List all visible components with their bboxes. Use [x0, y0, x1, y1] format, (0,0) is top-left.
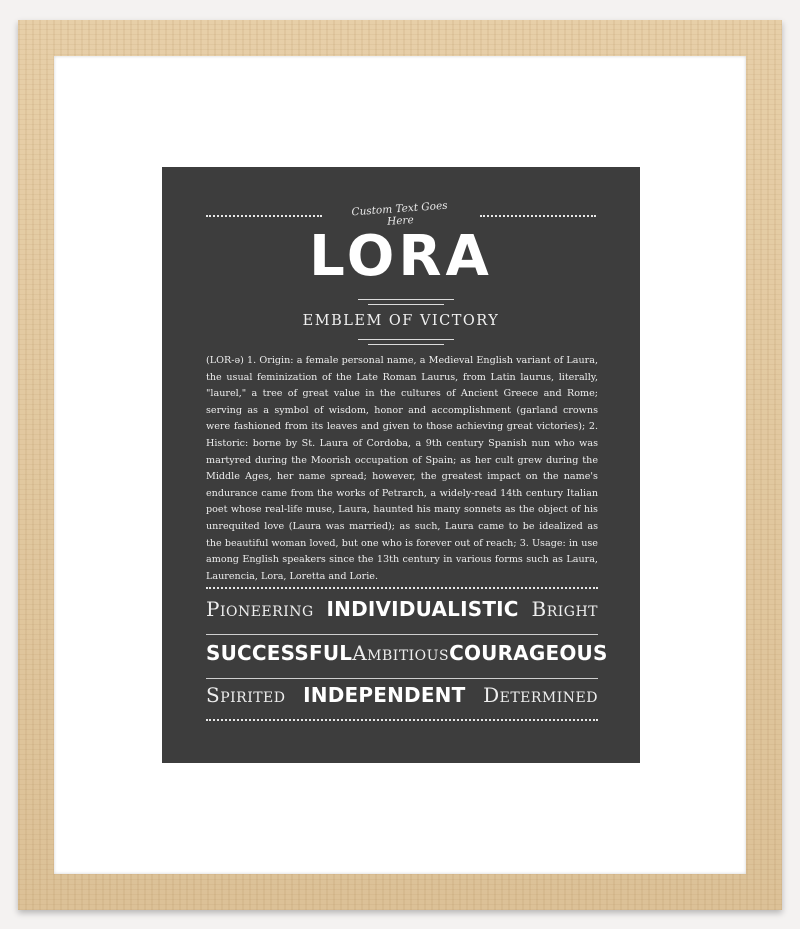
name-meaning: EMBLEM OF VICTORY — [302, 313, 500, 329]
dotted-divider-traits-top — [206, 587, 598, 589]
trait-word: Determined — [483, 683, 598, 707]
trait-word: SUCCESSFUL — [206, 641, 353, 665]
dotted-divider-right — [480, 215, 596, 217]
trait-row-2 — [206, 641, 608, 665]
dotted-divider-left — [206, 215, 322, 217]
print-name: LORA — [309, 224, 493, 289]
trait-word: Bright — [531, 597, 598, 621]
trait-separator-2 — [206, 678, 598, 679]
rule-bottom-1 — [358, 339, 454, 340]
picture-frame — [18, 20, 782, 910]
rule-bottom-2 — [368, 344, 444, 345]
dotted-divider-traits-bottom — [206, 719, 598, 721]
trait-word: Ambitious — [352, 641, 450, 665]
name-definition: (LOR-ə) 1. Origin: a female personal name, a Medieval English variant of Laura, the usual feminization of the Late Roman Laurus, from Latin laurus, literally, "laurel," a tree of great value in the cultures of Ancient Greece and Rome; serving as a symbol of wisdom, honor and accomplishment (garland crowns were fashioned from its leaves and given to those achieving great victories); 2. Historic: borne by St. Laura of Cordoba, a 9th century Spanish nun who was martyred during the Moorish occupation of Spain; as her cult grew during the Middle Ages, her name spread; however, the greatest impact on the name's endurance came from the works of Petrarch, a widely-read 14th century Italian poet whose real-life muse, Laura, haunted his many sonnets as the object of his unrequited love (Laura was married); as such, Laura came to be idealized as the beautiful woman loved, but one who is forever out of reach; 3. Usage: in use among English speakers since the 13th century in various forms such as Laura, Laurencia, Lora, Loretta and Lorie. — [206, 355, 598, 582]
trait-word: INDIVIDUALISTIC — [326, 597, 519, 621]
trait-row-3 — [206, 683, 598, 707]
trait-row-1 — [206, 597, 598, 621]
trait-word: Pioneering — [206, 597, 314, 621]
trait-word: INDEPENDENT — [303, 683, 466, 707]
trait-word: Spirited — [206, 683, 286, 707]
custom-text: Custom Text Goes Here — [351, 199, 448, 228]
trait-word: COURAGEOUS — [449, 641, 608, 665]
rule-top-1 — [358, 299, 454, 300]
mat-board — [54, 56, 746, 874]
trait-separator-1 — [206, 634, 598, 635]
rule-top-2 — [368, 304, 444, 305]
name-print — [162, 167, 640, 763]
